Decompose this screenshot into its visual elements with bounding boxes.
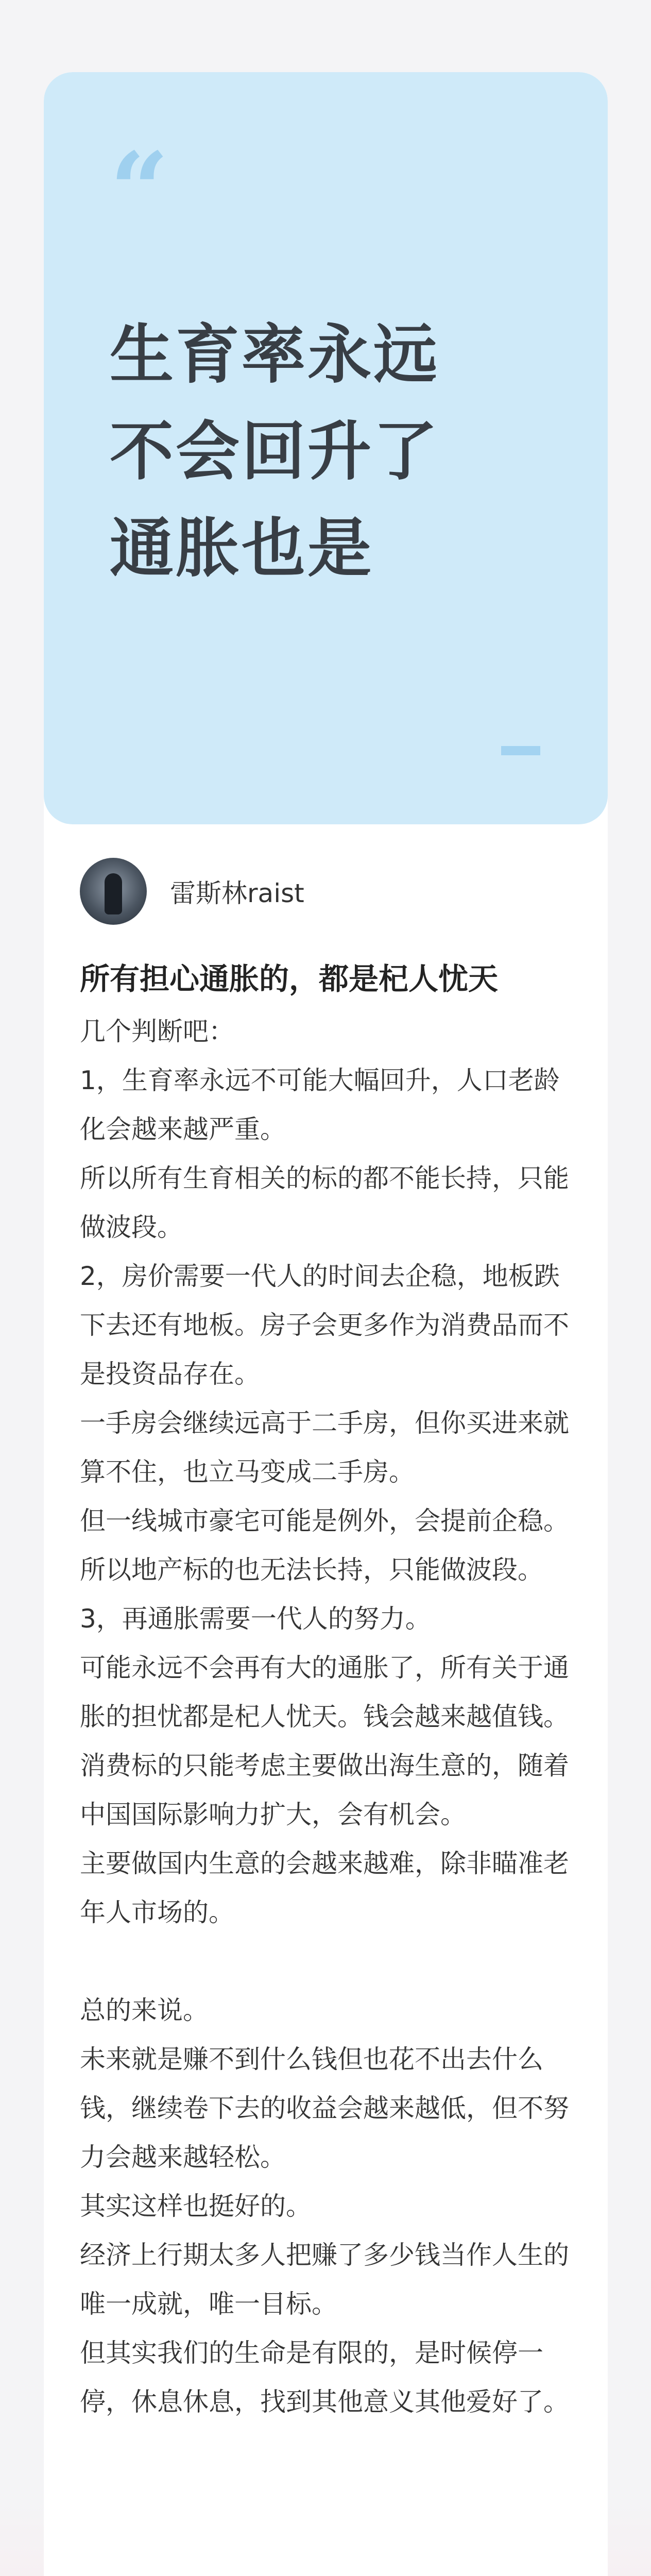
post-paragraph: 经济上行期太多人把赚了多少钱当作人生的唯一成就，唯一目标。 <box>80 2240 569 2319</box>
post-paragraph-blank <box>80 1937 574 1986</box>
post-paragraph: 消费标的只能考虑主要做出海生意的，随着中国国际影响力扩大，会有机会。 <box>80 1751 569 1829</box>
post-paragraph: 其实这样也挺好的。 <box>80 2191 312 2221</box>
quote-mark-icon: “ <box>110 130 169 251</box>
post-paragraph: 总的来说。 <box>80 1995 209 2025</box>
author-row[interactable] <box>80 858 304 925</box>
post-title: 所有担心通胀的，都是杞人忧天 <box>80 961 499 996</box>
post-paragraph: 可能永远不会再有大的通胀了，所有关于通胀的担忧都是杞人忧天。钱会越来越值钱。 <box>80 1653 569 1732</box>
hero-cover <box>44 72 608 824</box>
post-paragraph: 所以地产标的也无法长持，只能做波段。 <box>80 1555 543 1585</box>
author-name[interactable]: 雷斯林raist <box>170 878 304 908</box>
avatar[interactable] <box>80 858 147 925</box>
post-paragraph: 一手房会继续远高于二手房，但你买进来就算不住，也立马变成二手房。 <box>80 1408 569 1487</box>
avatar-figure-icon <box>105 873 122 914</box>
post-paragraph: 2，房价需要一代人的时间去企稳，地板跌下去还有地板。房子会更多作为消费品而不是投资品存在。 <box>80 1261 569 1389</box>
post-paragraph: 未来就是赚不到什么钱但也花不出去什么钱，继续卷下去的收益会越来越低，但不努力会越来越轻松。 <box>80 2044 569 2172</box>
post-paragraph: 所以所有生育相关的标的都不能长持，只能做波段。 <box>80 1163 569 1242</box>
hero-title <box>110 307 522 597</box>
post-paragraph: 1，生育率永远不可能大幅回升，人口老龄化会越来越严重。 <box>80 1065 560 1144</box>
post-paragraph: 但一线城市豪宅可能是例外，会提前企稳。 <box>80 1506 569 1536</box>
hero-title-line: 不会回升了 <box>110 415 440 489</box>
post-paragraph: 但其实我们的生命是有限的，是时候停一停，休息休息，找到其他意义其他爱好了。 <box>80 2338 569 2417</box>
hero-title-line: 生育率永远 <box>110 318 440 392</box>
hero-dash-decoration <box>501 746 540 755</box>
hero-title-line: 通胀也是 <box>110 512 374 586</box>
post-paragraph: 3，再通胀需要一代人的努力。 <box>80 1604 431 1634</box>
post-paragraph: 主要做国内生意的会越来越难，除非瞄准老年人市场的。 <box>80 1849 569 1927</box>
post-paragraph: 几个判断吧： <box>80 1016 234 1046</box>
note-card <box>44 72 608 2576</box>
post-body <box>80 1007 574 2427</box>
